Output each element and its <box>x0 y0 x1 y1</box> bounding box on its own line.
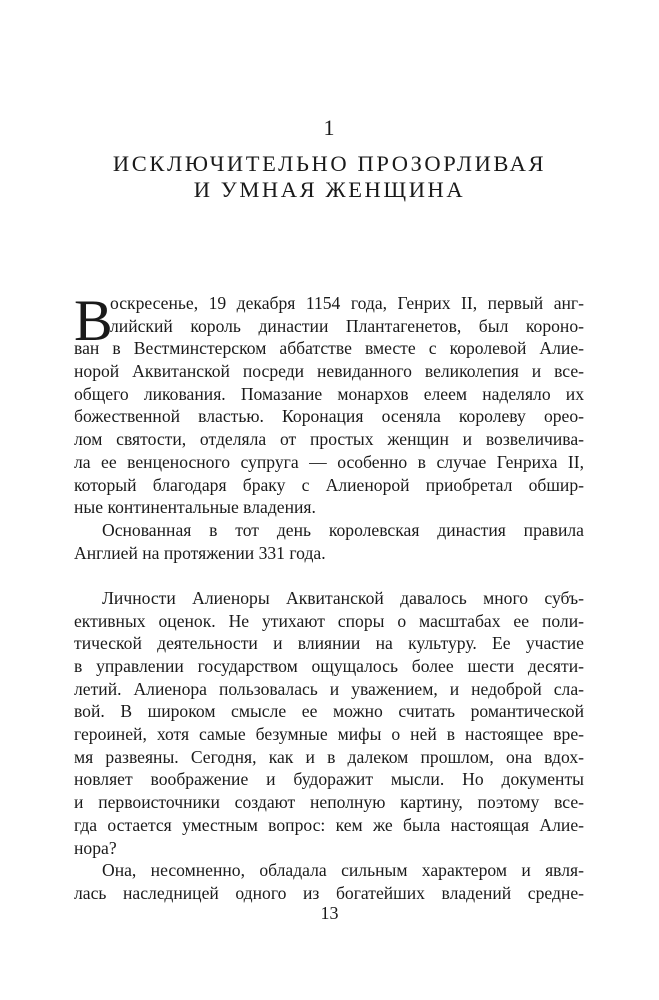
text-line: новляет воображение и будоражит мысли. Но документы <box>74 769 584 790</box>
text-line: общего ликования. Помазание монархов елеем наделяло их <box>74 383 584 404</box>
section-break <box>74 564 584 587</box>
text-line: и первоисточники создают неполную картину, поэтому все- <box>74 792 584 813</box>
text-line: ла ее венценосного супруга — особенно в случае Генриха II, <box>74 451 584 472</box>
page-number: 13 <box>320 903 339 923</box>
text-line: Она, несомненно, обладала сильным характером и явля- <box>102 860 584 881</box>
chapter-number: 1 <box>323 115 336 140</box>
text-line: лом святости, отделяла от простых женщин и возвеличива- <box>74 429 584 450</box>
text-line: в управлении государством ощущалось более шести десяти- <box>74 656 584 676</box>
text-line: летий. Алиенора пользовалась и уважением, и недоброй сла- <box>74 678 584 699</box>
chapter-title-line-1: ИСКЛЮЧИТЕЛЬНО ПРОЗОРЛИВАЯ <box>112 151 547 176</box>
paragraph <box>74 519 584 564</box>
text-line: ективных оценок. Не утихают споры о масштабах ее поли- <box>74 610 584 631</box>
text-line: лийский король династии Плантагенетов, был короно- <box>110 315 584 336</box>
text-line: мя развеяны. Сегодня, как и в далеком прошлом, она вдох- <box>74 746 584 767</box>
text-line: тической деятельности и влиянии на культуру. Ее участие <box>74 633 584 654</box>
drop-cap: В <box>74 288 113 353</box>
text-line: норой Аквитанской посреди невиданного великолепия и все- <box>74 361 584 382</box>
text-line: божественной властью. Коронация осеняла королеву орео- <box>74 406 584 427</box>
text-line: Основанная в тот день королевская династия правила <box>102 519 584 540</box>
text-line: гда остается уместным вопрос: кем же была настоящая Алие- <box>74 814 584 835</box>
body-text <box>74 288 584 905</box>
text-line: вой. В широком смысле ее можно считать романтической <box>74 701 584 722</box>
text-line: ные континентальные владения. <box>74 497 316 518</box>
text-line: нора? <box>74 837 117 858</box>
text-line: лась наследницей одного из богатейших владений средне- <box>74 882 584 903</box>
text-line: героиней, хотя самые безумные мифы о ней в настоящее вре- <box>74 724 584 745</box>
text-line: Англией на протяжении 331 года. <box>74 542 326 563</box>
paragraph <box>74 587 584 859</box>
text-line: Личности Алиеноры Аквитанской давалось много субъ- <box>102 587 584 608</box>
paragraph <box>74 288 584 519</box>
paragraph <box>74 859 584 904</box>
chapter-title-line-2: И УМНАЯ ЖЕНЩИНА <box>193 177 466 202</box>
text-line: ван в Вестминстерском аббатстве вместе с королевой Алие- <box>74 338 584 359</box>
text-line: оскресенье, 19 декабря 1154 года, Генрих II, первый анг- <box>110 293 584 313</box>
text-line: который благодаря браку с Алиенорой приобретал обшир- <box>74 474 584 495</box>
